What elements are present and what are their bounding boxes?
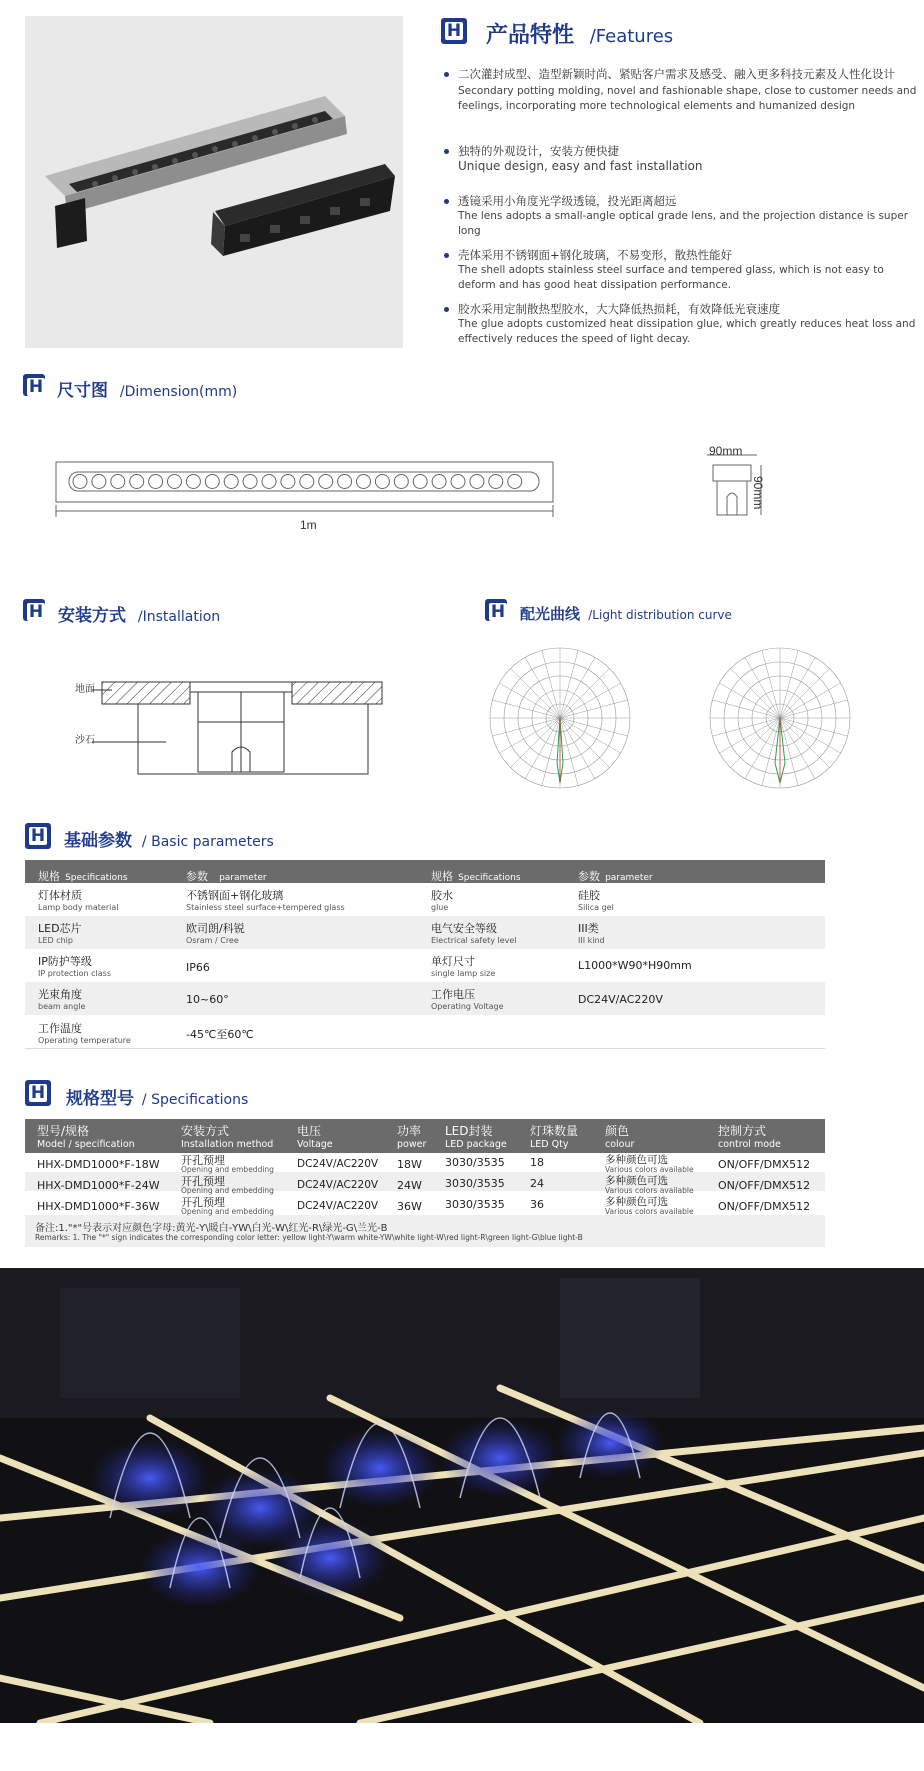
specs-remark-cn: 备注:1."*"号表示对应颜色字母:黄光-Y\暖白-YW\白光-W\红光-R\绿光-G\兰光-B xyxy=(35,1223,388,1234)
brand-h-icon xyxy=(25,823,51,849)
spec-row-1-color: 多种颜色可选 Various colors available xyxy=(605,1154,694,1174)
feature-item-4 xyxy=(458,248,918,293)
spec-row-2-model: HHX-DMD1000*F-24W xyxy=(37,1179,160,1192)
installation-scene-photo xyxy=(0,1268,924,1723)
led-bead xyxy=(357,475,371,489)
polar-chart-2 xyxy=(705,643,855,793)
bullet-icon xyxy=(444,253,449,258)
feature-en: The shell adopts stainless steel surface and tempered glass, which is not easy to deform and has good heat dissipation performance. xyxy=(458,264,884,291)
product-photo xyxy=(25,16,403,348)
polar-spoke xyxy=(731,669,780,718)
basic-params-title xyxy=(64,826,274,851)
polar-spoke xyxy=(560,718,621,753)
polar-spoke xyxy=(560,718,628,736)
specs-title-en: / Specifications xyxy=(141,1092,249,1108)
spec-header-7: 颜色 colour xyxy=(605,1124,635,1150)
polar-spoke xyxy=(780,718,829,767)
gravel-label: 沙石 xyxy=(75,735,95,746)
bp-divider xyxy=(25,1048,825,1049)
polar-spoke xyxy=(780,718,841,753)
polar-spoke xyxy=(511,718,560,767)
led-bead xyxy=(92,475,106,489)
polar-spoke xyxy=(560,683,621,718)
bp-header-1: 规格 Specifications xyxy=(38,870,128,883)
specs-title xyxy=(66,1084,248,1109)
polar-spoke xyxy=(560,657,595,718)
spec-row-2-ctrl: ON/OFF/DMX512 xyxy=(718,1179,811,1192)
bp-row-bg xyxy=(25,916,825,949)
polar-spoke xyxy=(560,669,609,718)
feature-item-5 xyxy=(458,302,918,347)
features-title-en: /Features xyxy=(589,26,674,47)
basic-params-title-en: / Basic parameters xyxy=(141,834,274,850)
bp-row-2-k2: 电气安全等级 Electrical safety level xyxy=(431,922,517,945)
led-bead xyxy=(186,475,200,489)
basic-params-header xyxy=(25,860,825,883)
polar-spoke xyxy=(511,669,560,718)
bp-row-1: 灯体材质 Lamp body material xyxy=(38,889,119,912)
polar-spoke xyxy=(719,683,780,718)
spec-row-3-volt: DC24V/AC220V xyxy=(297,1200,379,1212)
spec-row-1-inst: 开孔预埋 Opening and embedding xyxy=(181,1154,274,1174)
feature-en: Unique design, easy and fast installation xyxy=(458,159,703,173)
bp-row-4-v1: 10~60° xyxy=(186,993,229,1006)
led-bead xyxy=(432,475,446,489)
installation-title-en: /Installation xyxy=(137,609,221,625)
bp-header-3: 规格 Specifications xyxy=(431,870,521,883)
led-bead xyxy=(375,475,389,489)
spec-row-2-qty: 24 xyxy=(530,1177,544,1190)
spec-header-1: 型号/规格 Model / specification xyxy=(37,1124,135,1150)
polar-spoke xyxy=(542,650,560,718)
feature-cn: 二次灌封成型、造型新颖时尚、紧贴客户需求及感受、融入更多科技元素及人性化设计 xyxy=(458,67,895,81)
ground-label: 地面 xyxy=(75,684,95,695)
bp-row-1-v1: 不锈钢面+钢化玻璃 Stainless steel surface+tempered glass xyxy=(186,889,345,912)
polar-spoke xyxy=(780,718,848,736)
fountain-scene-illustration xyxy=(0,1268,924,1723)
bp-row-2-v2: III类 III kind xyxy=(578,922,605,945)
bp-row-1-k2: 胶水 glue xyxy=(431,889,453,912)
led-bead xyxy=(470,475,484,489)
feature-cn: 胶水采用定制散热型胶水，大大降低热损耗，有效降低光衰速度 xyxy=(458,302,780,316)
linear-light-illustration xyxy=(25,16,403,348)
installation-diagram xyxy=(70,670,400,780)
bp-row-3-k2: 单灯尺寸 single lamp size xyxy=(431,955,496,978)
led-bead xyxy=(111,475,125,489)
spec-row-2-power: 24W xyxy=(397,1179,422,1192)
polar-spoke xyxy=(492,700,560,718)
spec-row-2-color: 多种颜色可选 Various colors available xyxy=(605,1175,694,1195)
polar-spoke xyxy=(780,700,848,718)
brand-h-icon xyxy=(23,374,45,396)
led-bead xyxy=(130,475,144,489)
features-title xyxy=(486,18,673,49)
bp-header-2: 参数 parameter xyxy=(186,870,267,883)
polar-spoke xyxy=(560,718,609,767)
spec-row-2-volt: DC24V/AC220V xyxy=(297,1179,379,1191)
spec-row-1-pkg: 3030/3535 xyxy=(445,1156,505,1169)
led-bead xyxy=(489,475,503,489)
spec-row-3-pkg: 3030/3535 xyxy=(445,1198,505,1211)
bp-row-2-v1: 欧司朗/科锐 Osram / Cree xyxy=(186,922,245,945)
spec-header-4: 功率 power xyxy=(397,1124,427,1150)
polar-spoke xyxy=(560,718,595,779)
feature-cn: 透镜采用小角度光学级透镜，投光距离超远 xyxy=(458,194,677,208)
installation-title xyxy=(58,601,220,626)
dimension-title-cn: 尺寸图 xyxy=(57,381,108,401)
spec-header-5: LED封装 LED package xyxy=(445,1124,507,1150)
polar-spoke xyxy=(525,718,560,779)
bp-row-5-v1: -45℃至60℃ xyxy=(186,1028,254,1041)
polar-spoke xyxy=(492,718,560,736)
feature-item-1 xyxy=(458,67,918,114)
bullet-icon xyxy=(444,307,449,312)
bullet-icon xyxy=(444,149,449,154)
light-curve-title-en: /Light distribution curve xyxy=(588,608,732,622)
width-label: 90mm xyxy=(709,444,743,458)
polar-spoke xyxy=(780,683,841,718)
bp-row-3-v1: IP66 xyxy=(186,961,210,974)
brand-h-icon xyxy=(441,18,467,44)
polar-spoke xyxy=(780,718,798,786)
light-curve-title xyxy=(520,603,732,624)
specs-title-cn: 规格型号 xyxy=(66,1089,134,1109)
bp-row-4-v2: DC24V/AC220V xyxy=(578,993,663,1006)
led-bead xyxy=(205,475,219,489)
bp-row-4-k2: 工作电压 Operating Voltage xyxy=(431,988,504,1011)
led-bead xyxy=(281,475,295,489)
polar-spoke xyxy=(731,718,780,767)
features-title-cn: 产品特性 xyxy=(486,23,575,48)
bp-row-bg xyxy=(25,982,825,1015)
led-bead xyxy=(73,475,87,489)
length-label: 1m xyxy=(300,518,317,532)
feature-en: The lens adopts a small-angle optical grade lens, and the projection distance is super long xyxy=(458,210,909,237)
led-bead xyxy=(300,475,314,489)
polar-spoke xyxy=(719,718,780,753)
spec-row-1-power: 18W xyxy=(397,1158,422,1171)
bp-row-2: LED芯片 LED chip xyxy=(38,922,82,945)
led-bead xyxy=(394,475,408,489)
polar-spoke xyxy=(780,669,829,718)
polar-chart-1 xyxy=(485,643,635,793)
dimension-title-en: /Dimension(mm) xyxy=(119,384,238,400)
polar-spoke xyxy=(499,683,560,718)
light-curve-title-cn: 配光曲线 xyxy=(520,605,581,623)
polar-spoke xyxy=(712,700,780,718)
polar-spoke xyxy=(780,657,815,718)
feature-en: The glue adopts customized heat dissipation glue, which greatly reduces heat loss and effectively reduces the speed of light decay. xyxy=(458,318,916,345)
feature-cn: 壳体采用不锈钢面+钢化玻璃，不易变形，散热性能好 xyxy=(458,248,733,262)
spec-row-3-model: HHX-DMD1000*F-36W xyxy=(37,1200,160,1213)
polar-spoke xyxy=(560,650,578,718)
spec-row-1-ctrl: ON/OFF/DMX512 xyxy=(718,1158,811,1171)
spec-row-1-volt: DC24V/AC220V xyxy=(297,1158,379,1170)
bp-row-3-v2: L1000*W90*H90mm xyxy=(578,959,692,972)
bp-row-1-v2: 硅胶 Silica gel xyxy=(578,889,614,912)
brand-h-icon xyxy=(25,1080,51,1106)
polar-spoke xyxy=(560,700,628,718)
brand-h-icon xyxy=(485,599,507,621)
led-bead xyxy=(451,475,465,489)
spec-row-3-qty: 36 xyxy=(530,1198,544,1211)
bullet-icon xyxy=(444,199,449,204)
spec-row-3-power: 36W xyxy=(397,1200,422,1213)
polar-spoke xyxy=(525,657,560,718)
led-bead xyxy=(413,475,427,489)
spec-row-1-model: HHX-DMD1000*F-18W xyxy=(37,1158,160,1171)
feature-cn: 独特的外观设计，安装方便快捷 xyxy=(458,144,619,158)
led-bead xyxy=(508,475,522,489)
led-bead xyxy=(149,475,163,489)
spec-header-6: 灯珠数量 LED Qty xyxy=(530,1124,579,1150)
led-bead xyxy=(168,475,182,489)
feature-en: Secondary potting molding, novel and fashionable shape, close to customer needs and feelings, incorporating more technological elements and humanized design xyxy=(458,85,917,112)
bp-row-5: 工作温度 Operating temperature xyxy=(38,1022,131,1045)
polar-spoke xyxy=(780,650,798,718)
led-bead xyxy=(338,475,352,489)
led-bead xyxy=(319,475,333,489)
bp-header-4: 参数 parameter xyxy=(578,870,653,883)
brand-h-icon xyxy=(23,599,45,621)
installation-title-cn: 安装方式 xyxy=(58,606,126,626)
spec-header-3: 电压 Voltage xyxy=(297,1124,333,1150)
bp-row-3: IP防护等级 IP protection class xyxy=(38,955,111,978)
polar-spoke xyxy=(712,718,780,736)
feature-item-3 xyxy=(458,194,918,239)
spec-row-3-ctrl: ON/OFF/DMX512 xyxy=(718,1200,811,1213)
spec-row-2-inst: 开孔预埋 Opening and embedding xyxy=(181,1175,274,1195)
spec-row-1-qty: 18 xyxy=(530,1156,544,1169)
spec-row-3-inst: 开孔预埋 Opening and embedding xyxy=(181,1196,274,1216)
specs-remark-en: Remarks: 1. The "*" sign indicates the corresponding color letter: yellow light-Y\warm white-YW\white light-W\red light-R\green light-G\blue light-B xyxy=(35,1233,583,1242)
spec-header-2: 安装方式 Installation method xyxy=(181,1124,274,1150)
height-label: 90mm xyxy=(751,476,765,510)
polar-spoke xyxy=(745,718,780,779)
bullet-icon xyxy=(444,72,449,77)
feature-item-2 xyxy=(458,144,918,174)
spec-row-3-color: 多种颜色可选 Various colors available xyxy=(605,1196,694,1216)
polar-spoke xyxy=(780,718,815,779)
spec-header-8: 控制方式 control mode xyxy=(718,1124,781,1150)
polar-spoke xyxy=(745,657,780,718)
dimension-title xyxy=(57,376,237,401)
bp-row-4: 光束角度 beam angle xyxy=(38,988,86,1011)
led-bead xyxy=(243,475,257,489)
led-bead xyxy=(262,475,276,489)
basic-params-title-cn: 基础参数 xyxy=(64,831,132,851)
polar-spoke xyxy=(762,718,780,786)
polar-spoke xyxy=(762,650,780,718)
spec-row-2-pkg: 3030/3535 xyxy=(445,1177,505,1190)
polar-spoke xyxy=(499,718,560,753)
led-bead xyxy=(224,475,238,489)
